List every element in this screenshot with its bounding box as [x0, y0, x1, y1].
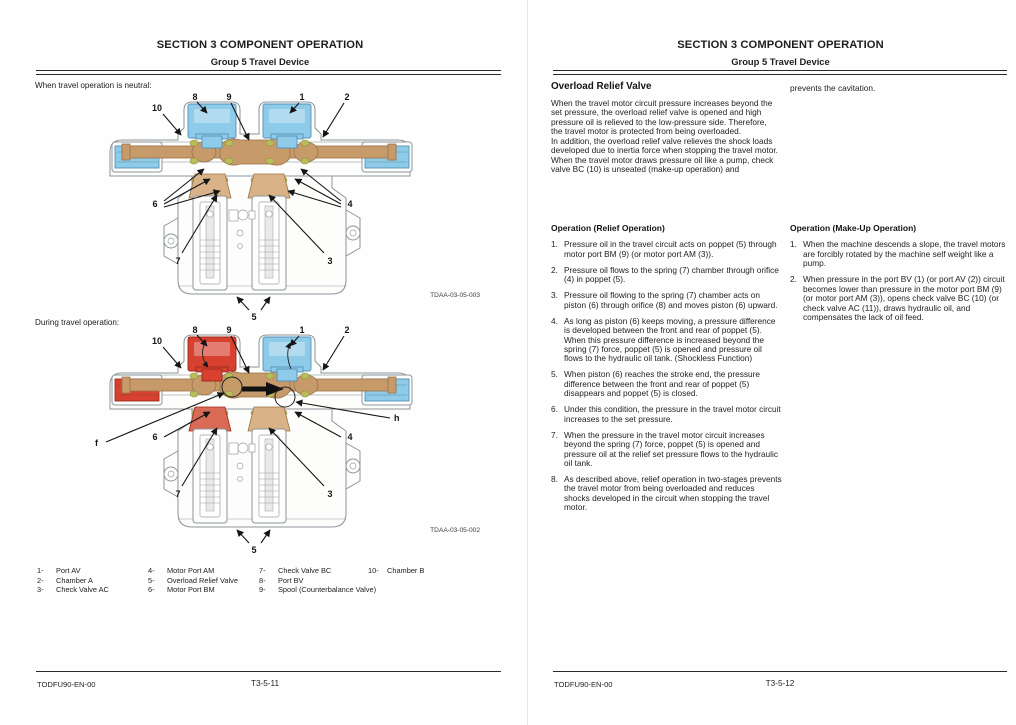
legend-num: 5- — [148, 575, 155, 585]
callout-9: 9 — [226, 325, 232, 335]
legend-item — [368, 566, 424, 576]
callout-7: 7 — [175, 489, 181, 499]
doc-code: TODFU90-EN-00 — [554, 680, 613, 689]
figure-caption-neutral: When travel operation is neutral: — [35, 81, 152, 90]
callout-1: 1 — [299, 325, 305, 335]
legend-label: Chamber A — [56, 575, 93, 585]
legend-label: Motor Port AM — [167, 566, 215, 575]
callout-7: 7 — [175, 256, 181, 266]
list-item — [551, 266, 782, 285]
topic-heading: Overload Relief Valve — [551, 81, 652, 92]
item-text: Pressure oil in the travel circuit acts on poppet (5) through motor port BM (9) (or motor port AM (3)). — [564, 239, 777, 259]
item-number: 4. — [551, 315, 558, 326]
valve-cross-section-diagram — [92, 323, 436, 555]
legend-num: 6- — [148, 585, 155, 595]
callout-f: f — [95, 438, 98, 448]
item-number: 3. — [551, 290, 558, 301]
continuation-text: prevents the cavitation. — [790, 83, 876, 93]
callout-9: 9 — [226, 92, 232, 102]
callout-2: 2 — [344, 325, 350, 335]
doc-code: TODFU90-EN-00 — [37, 680, 96, 689]
callout-10: 10 — [151, 336, 163, 346]
legend-num: 8- — [259, 575, 266, 585]
callout-h: h — [394, 413, 400, 423]
legend-item — [259, 566, 376, 576]
list-item — [551, 291, 782, 310]
item-number: 8. — [551, 474, 558, 485]
legend-label: Check Valve AC — [56, 585, 109, 595]
callout-8: 8 — [192, 325, 198, 335]
group-title: Group 5 Travel Device — [210, 56, 310, 67]
callout-4: 4 — [347, 432, 353, 442]
legend-column-3 — [259, 566, 376, 595]
makeup-operation-section — [790, 224, 1009, 329]
item-text: When the pressure in the travel motor circuit increases beyond the spring (7) force, poppet (5) is opened and pressure oil at the relief set pressure flows to the hydraulic oil tank. — [564, 429, 778, 469]
item-number: 1. — [551, 239, 558, 250]
legend-label: Check Valve BC — [278, 566, 332, 575]
list-item — [551, 317, 782, 364]
legend-label: Spool (Counterbalance Valve) — [278, 585, 377, 595]
item-number: 5. — [551, 369, 558, 380]
valve-cross-section-diagram — [92, 90, 436, 322]
legend-column-4 — [368, 566, 424, 576]
legend-label: Chamber B — [387, 566, 425, 575]
item-text: When piston (6) reaches the stroke end, the pressure difference between the front and rear of poppet (5) disappears and poppet (5) is closed. — [564, 369, 761, 399]
legend-num: 2- — [37, 575, 44, 585]
header-rule — [553, 70, 1007, 75]
callout-5: 5 — [251, 545, 257, 555]
list-item — [551, 431, 782, 469]
legend-item — [37, 566, 109, 576]
legend-num: 7- — [259, 566, 266, 575]
legend-num: 9- — [259, 585, 266, 595]
legend-label: Overload Relief Valve — [167, 575, 238, 585]
item-text: Under this condition, the pressure in the travel motor circuit increases to the set pressure. — [564, 404, 781, 424]
legend-item — [37, 576, 109, 586]
callout-6: 6 — [152, 199, 158, 209]
legend-num: 4- — [148, 566, 155, 575]
footer-rule — [553, 671, 1007, 672]
footer-rule — [36, 671, 501, 672]
callout-8: 8 — [192, 92, 198, 102]
makeup-operation-heading: Operation (Make-Up Operation) — [790, 223, 917, 233]
item-text: As long as piston (6) keeps moving, a pressure difference is developed between the front and rear of poppet (5). When this pressure difference is increased beyond the spring (7) force, poppet (5) is opened and pressure oil flows to the hydraulic oil tank. (Shockless Function) — [564, 315, 776, 364]
item-number: 7. — [551, 429, 558, 440]
relief-operation-heading: Operation (Relief Operation) — [551, 223, 665, 233]
legend-item — [148, 585, 238, 595]
page-number: T3-5-11 — [250, 679, 280, 688]
callout-4: 4 — [347, 199, 353, 209]
relief-valve-cartridge-right — [248, 174, 290, 290]
list-item — [551, 475, 782, 513]
section-title: SECTION 3 COMPONENT OPERATION — [156, 39, 364, 51]
intro-paragraph: When the travel motor circuit pressure increases beyond the set pressure, the overload relief valve is opened and high pressure oil is relieved to the low-pressure side. Therefore, the travel motor is protected from being overloaded. — [551, 98, 773, 137]
callout-3: 3 — [327, 256, 333, 266]
relief-operation-section — [551, 224, 782, 519]
figure-code-neutral: TDAA-03-05-003 — [430, 292, 480, 299]
legend-num: 10- — [368, 566, 379, 575]
figure-caption-travel: During travel operation: — [35, 318, 120, 327]
list-item — [551, 370, 782, 398]
item-text: When the machine descends a slope, the travel motors are forcibly rotated by the machine self weight like a pump. — [803, 239, 1006, 269]
valve-diagram-neutral — [92, 90, 436, 322]
group-title: Group 5 Travel Device — [731, 56, 830, 67]
legend-item — [148, 576, 238, 586]
legend-item — [259, 576, 376, 586]
intro-paragraph: In addition, the overload relief valve relieves the shock loads developed due to inertia force when stopping the travel motor. — [551, 135, 778, 156]
header-rule — [36, 70, 501, 75]
legend-item — [259, 585, 376, 595]
list-item — [551, 240, 782, 259]
page-number: T3-5-12 — [765, 679, 795, 688]
item-text: Pressure oil flows to the spring (7) chamber through orifice (4) in poppet (5). — [564, 264, 779, 285]
item-number: 6. — [551, 404, 558, 415]
item-number: 1. — [790, 239, 797, 250]
legend-num: 3- — [37, 585, 44, 595]
callout-2: 2 — [344, 92, 350, 102]
intro-paragraph: When the travel motor draws pressure oil like a pump, check valve BC (10) is unseated (make-up operation) and — [551, 154, 774, 175]
legend-column-1 — [37, 566, 109, 595]
callout-5: 5 — [251, 312, 257, 322]
callout-1: 1 — [299, 92, 305, 102]
list-item — [790, 275, 1009, 322]
list-item — [790, 240, 1009, 268]
legend-label: Port BV — [278, 575, 304, 585]
intro-text — [551, 99, 780, 175]
section-title: SECTION 3 COMPONENT OPERATION — [677, 39, 884, 51]
callout-10: 10 — [151, 103, 163, 113]
legend-label: Motor Port BM — [167, 585, 215, 595]
item-number: 2. — [790, 274, 797, 285]
list-item — [551, 405, 782, 424]
valve-diagram-travel — [92, 323, 436, 555]
page-divider — [527, 0, 528, 725]
item-number: 2. — [551, 264, 558, 275]
item-text: Pressure oil flowing to the spring (7) chamber acts on piston (6) through orifice (8) and moves piston (6) upward. — [564, 290, 778, 310]
item-text: As described above, relief operation in two-stages prevents the travel motor from being overloaded and reduces shocks developed in the circuit when stopping the travel motor. — [564, 474, 782, 513]
relief-valve-cartridge-right — [248, 407, 290, 523]
legend-item — [148, 566, 238, 576]
callout-6: 6 — [152, 432, 158, 442]
figure-code-travel: TDAA-03-05-002 — [430, 527, 480, 534]
legend-item — [37, 585, 109, 595]
legend-column-2 — [148, 566, 238, 595]
item-text: When pressure in the port BV (1) (or port AV (2)) circuit becomes lower than pressure in the motor port BM (9) (or motor port AM (3)), opens check valve BC (10) (or check valve AC (11)), draws hydraulic oil, and compensates the lack of oil feed. — [803, 274, 1005, 323]
legend-num: 1- — [37, 566, 44, 575]
callout-3: 3 — [327, 489, 333, 499]
legend-label: Port AV — [56, 566, 81, 575]
